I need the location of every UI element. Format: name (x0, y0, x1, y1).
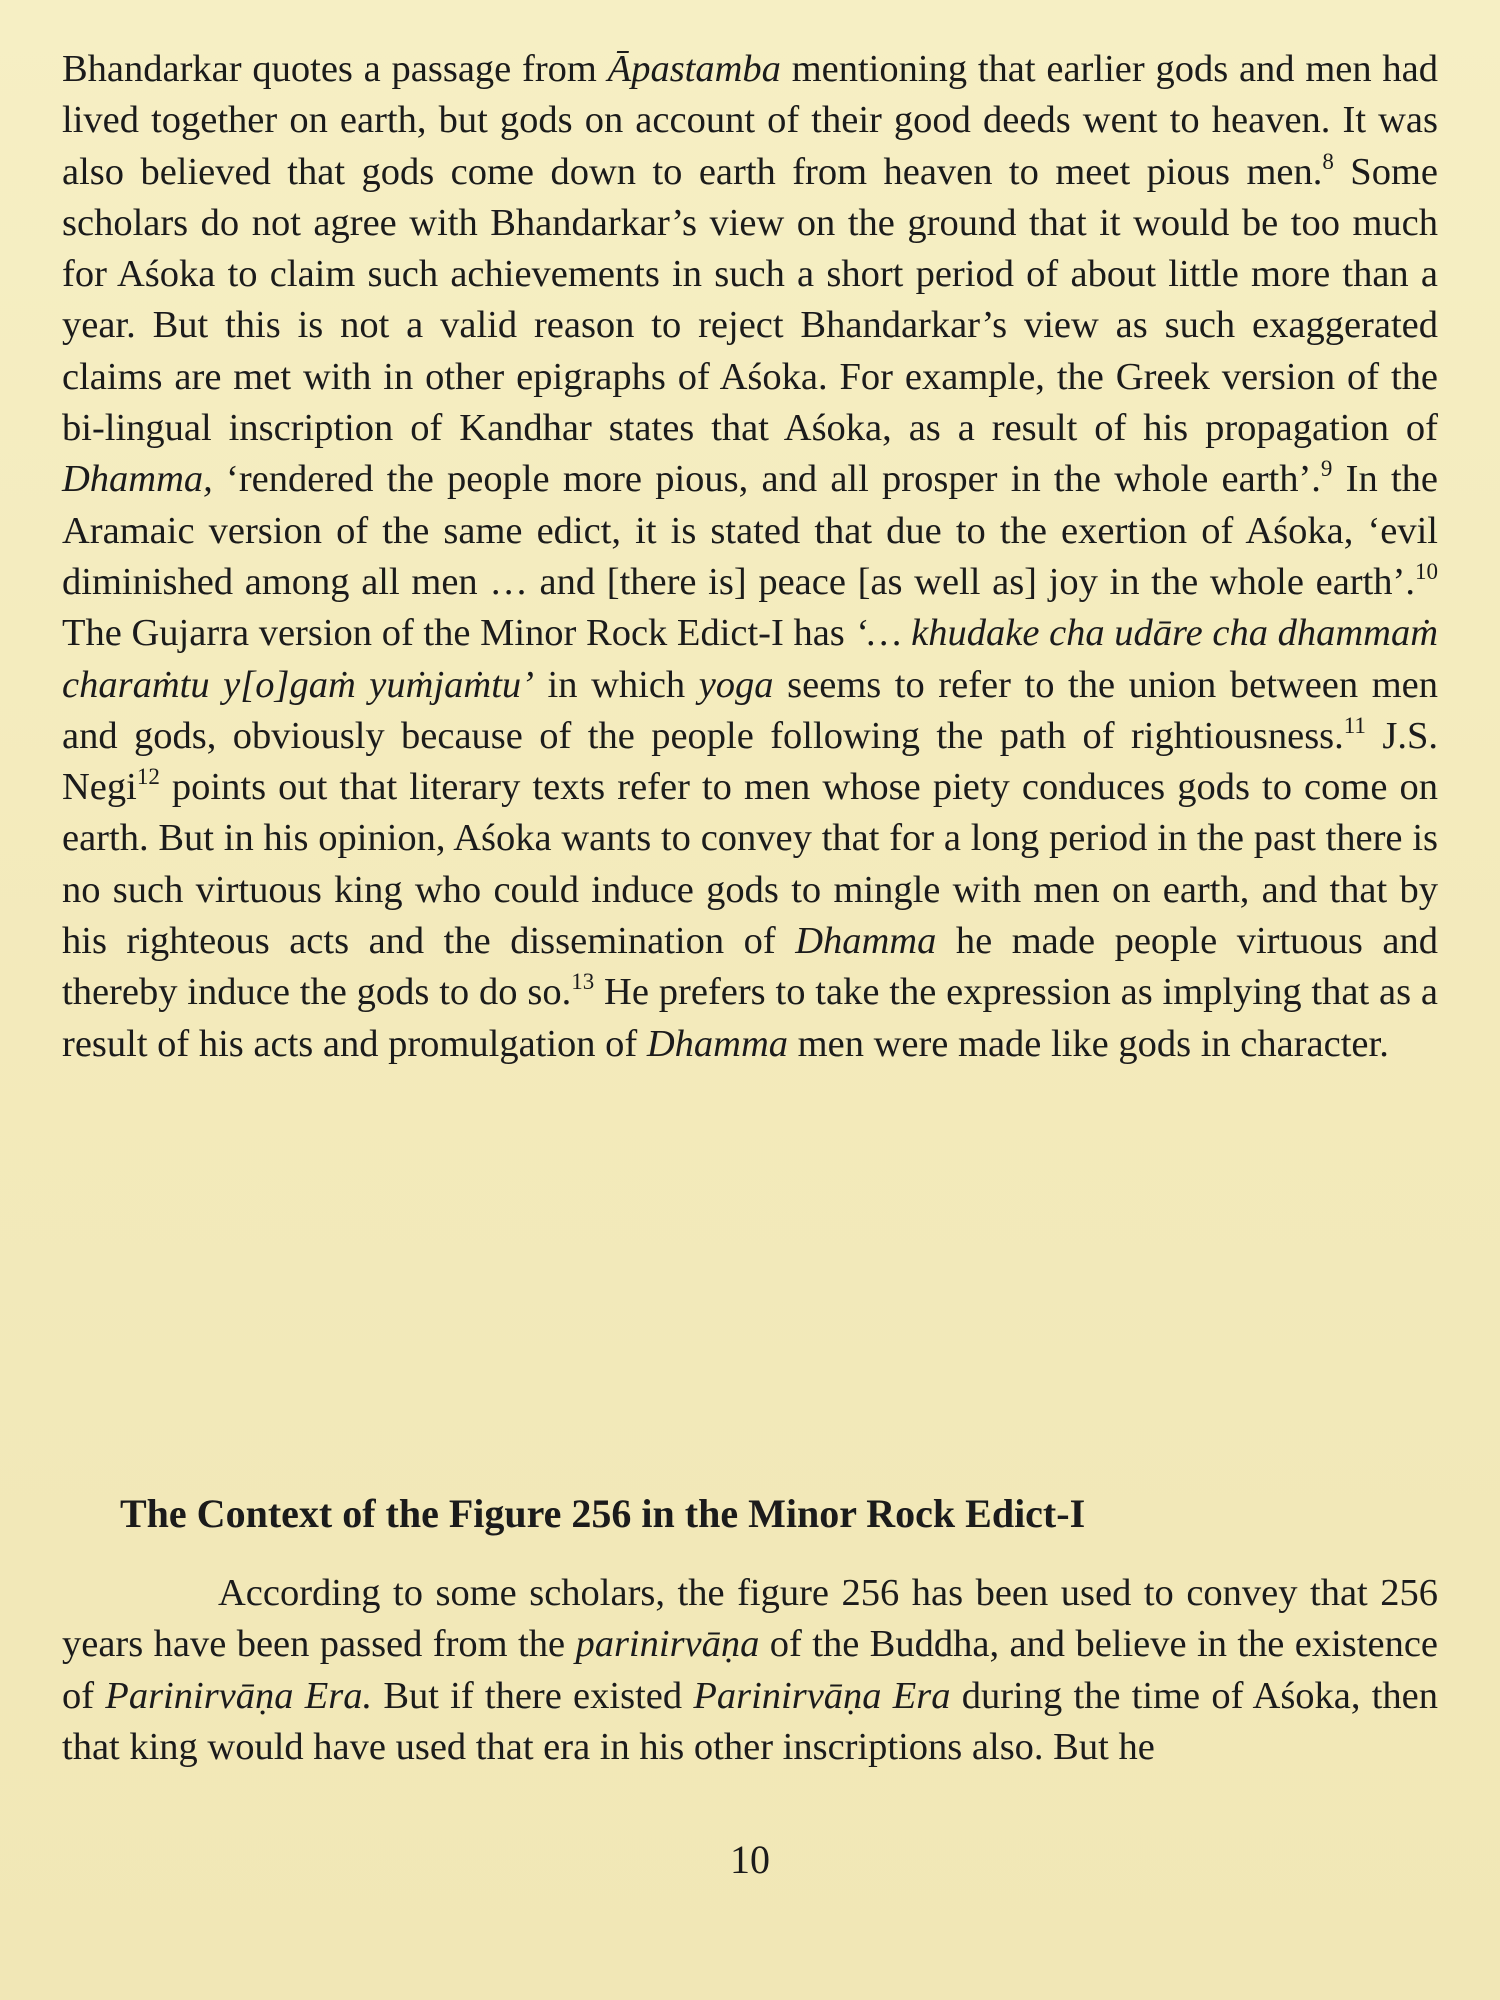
italic-term-apastamba: Āpastamba (607, 48, 781, 90)
italic-term-parinirvana-era: Parinirvāṇa Era. (105, 1674, 373, 1717)
italic-term-yoga: yoga (698, 663, 774, 706)
text-run: he made people virtuous and thereby induce the gods to do so. (62, 920, 1439, 1014)
text-run: mentioning that earlier gods and men had lived together on earth, but gods on account of their good deeds went to heaven. It was also believed that gods come down to earth from heaven to meet pious men. (62, 48, 1438, 193)
section-heading: The Context of the Figure 256 in the Minor Rock Edict-I (120, 1491, 1086, 1536)
text-run: According to some scholars, the figure 256 has been used to convey that 256 years have been passed from the (62, 1572, 1438, 1666)
text-run: The Gujarra version of the Minor Rock Edict-I has (62, 612, 855, 655)
text-run: But if there existed (372, 1674, 694, 1717)
footnote-ref-13: 13 (571, 969, 595, 995)
text-run: Bhandarkar quotes a passage from (62, 48, 608, 90)
text-run: J.S. Negi (62, 714, 1438, 809)
text-run: In the Aramaic version of the same edict, it is stated that due to the exertion of Aśoka, ‘evil diminished among all men … and [there is] peace [as well as] joy in the whole earth’. (62, 458, 1438, 603)
text-run: ‘rendered the people more pious, and all prosper in the whole earth’. (212, 458, 1321, 501)
italic-term-dhamma: Dhamma, (62, 458, 213, 501)
footnote-ref-8: 8 (1322, 148, 1334, 174)
text-run: men were made like gods in character. (788, 1022, 1389, 1065)
text-run: in which (533, 663, 699, 706)
italic-term-dhamma: Dhamma (646, 1022, 789, 1065)
paragraph-bhandarkar (62, 44, 1438, 1070)
text-run: Some scholars do not agree with Bhandarkar’s view on the ground that it would be too much for Aśoka to claim such achievements in such a short period of about little more than a year. But this is not a valid reason to reject Bhandarkar’s view as such exaggerated claims are met with in other epigraphs of Aśoka. For example, the Greek version of the bi-lingual inscription of Kandhar states that Aśoka, as a result of his propagation of (62, 150, 1438, 450)
footnote-ref-11: 11 (1343, 712, 1366, 738)
text-run: points out that literary texts refer to men whose piety conduces gods to come on earth. But in his opinion, Aśoka wants to convey that for a long period in the past there is no such virtuous king who could induce gods to mingle with men on earth, and that by his righteous acts and the dissemination of (62, 766, 1438, 963)
text-run: seems to refer to the union between men and gods, obviously because of the people following the path of rightiousness. (62, 663, 1438, 757)
text-run: He prefers to take the expression as implying that as a result of his acts and promulgation of (62, 971, 1438, 1065)
page-number: 10 (730, 1837, 770, 1882)
footnote-ref-9: 9 (1320, 456, 1333, 482)
italic-quote-edict: ‘… khudake cha udāre cha dhammaṁ charaṁtu y[o]gaṁ yuṁjaṁtu’ (62, 612, 1438, 706)
italic-term-dhamma: Dhamma (795, 920, 937, 963)
footnote-ref-12: 12 (136, 764, 160, 790)
text-run: during the time of Aśoka, then that king would have used that era in his other inscriptions also. But he (62, 1674, 1439, 1768)
footnote-ref-10: 10 (1415, 558, 1438, 584)
italic-term-parinirvana: parinirvāṇa (575, 1623, 760, 1666)
paragraph-figure-256 (62, 1568, 1438, 1773)
text-run: of the Buddha, and believe in the existence of (62, 1623, 1438, 1717)
italic-term-parinirvana-era: Parinirvāṇa Era (693, 1674, 951, 1717)
